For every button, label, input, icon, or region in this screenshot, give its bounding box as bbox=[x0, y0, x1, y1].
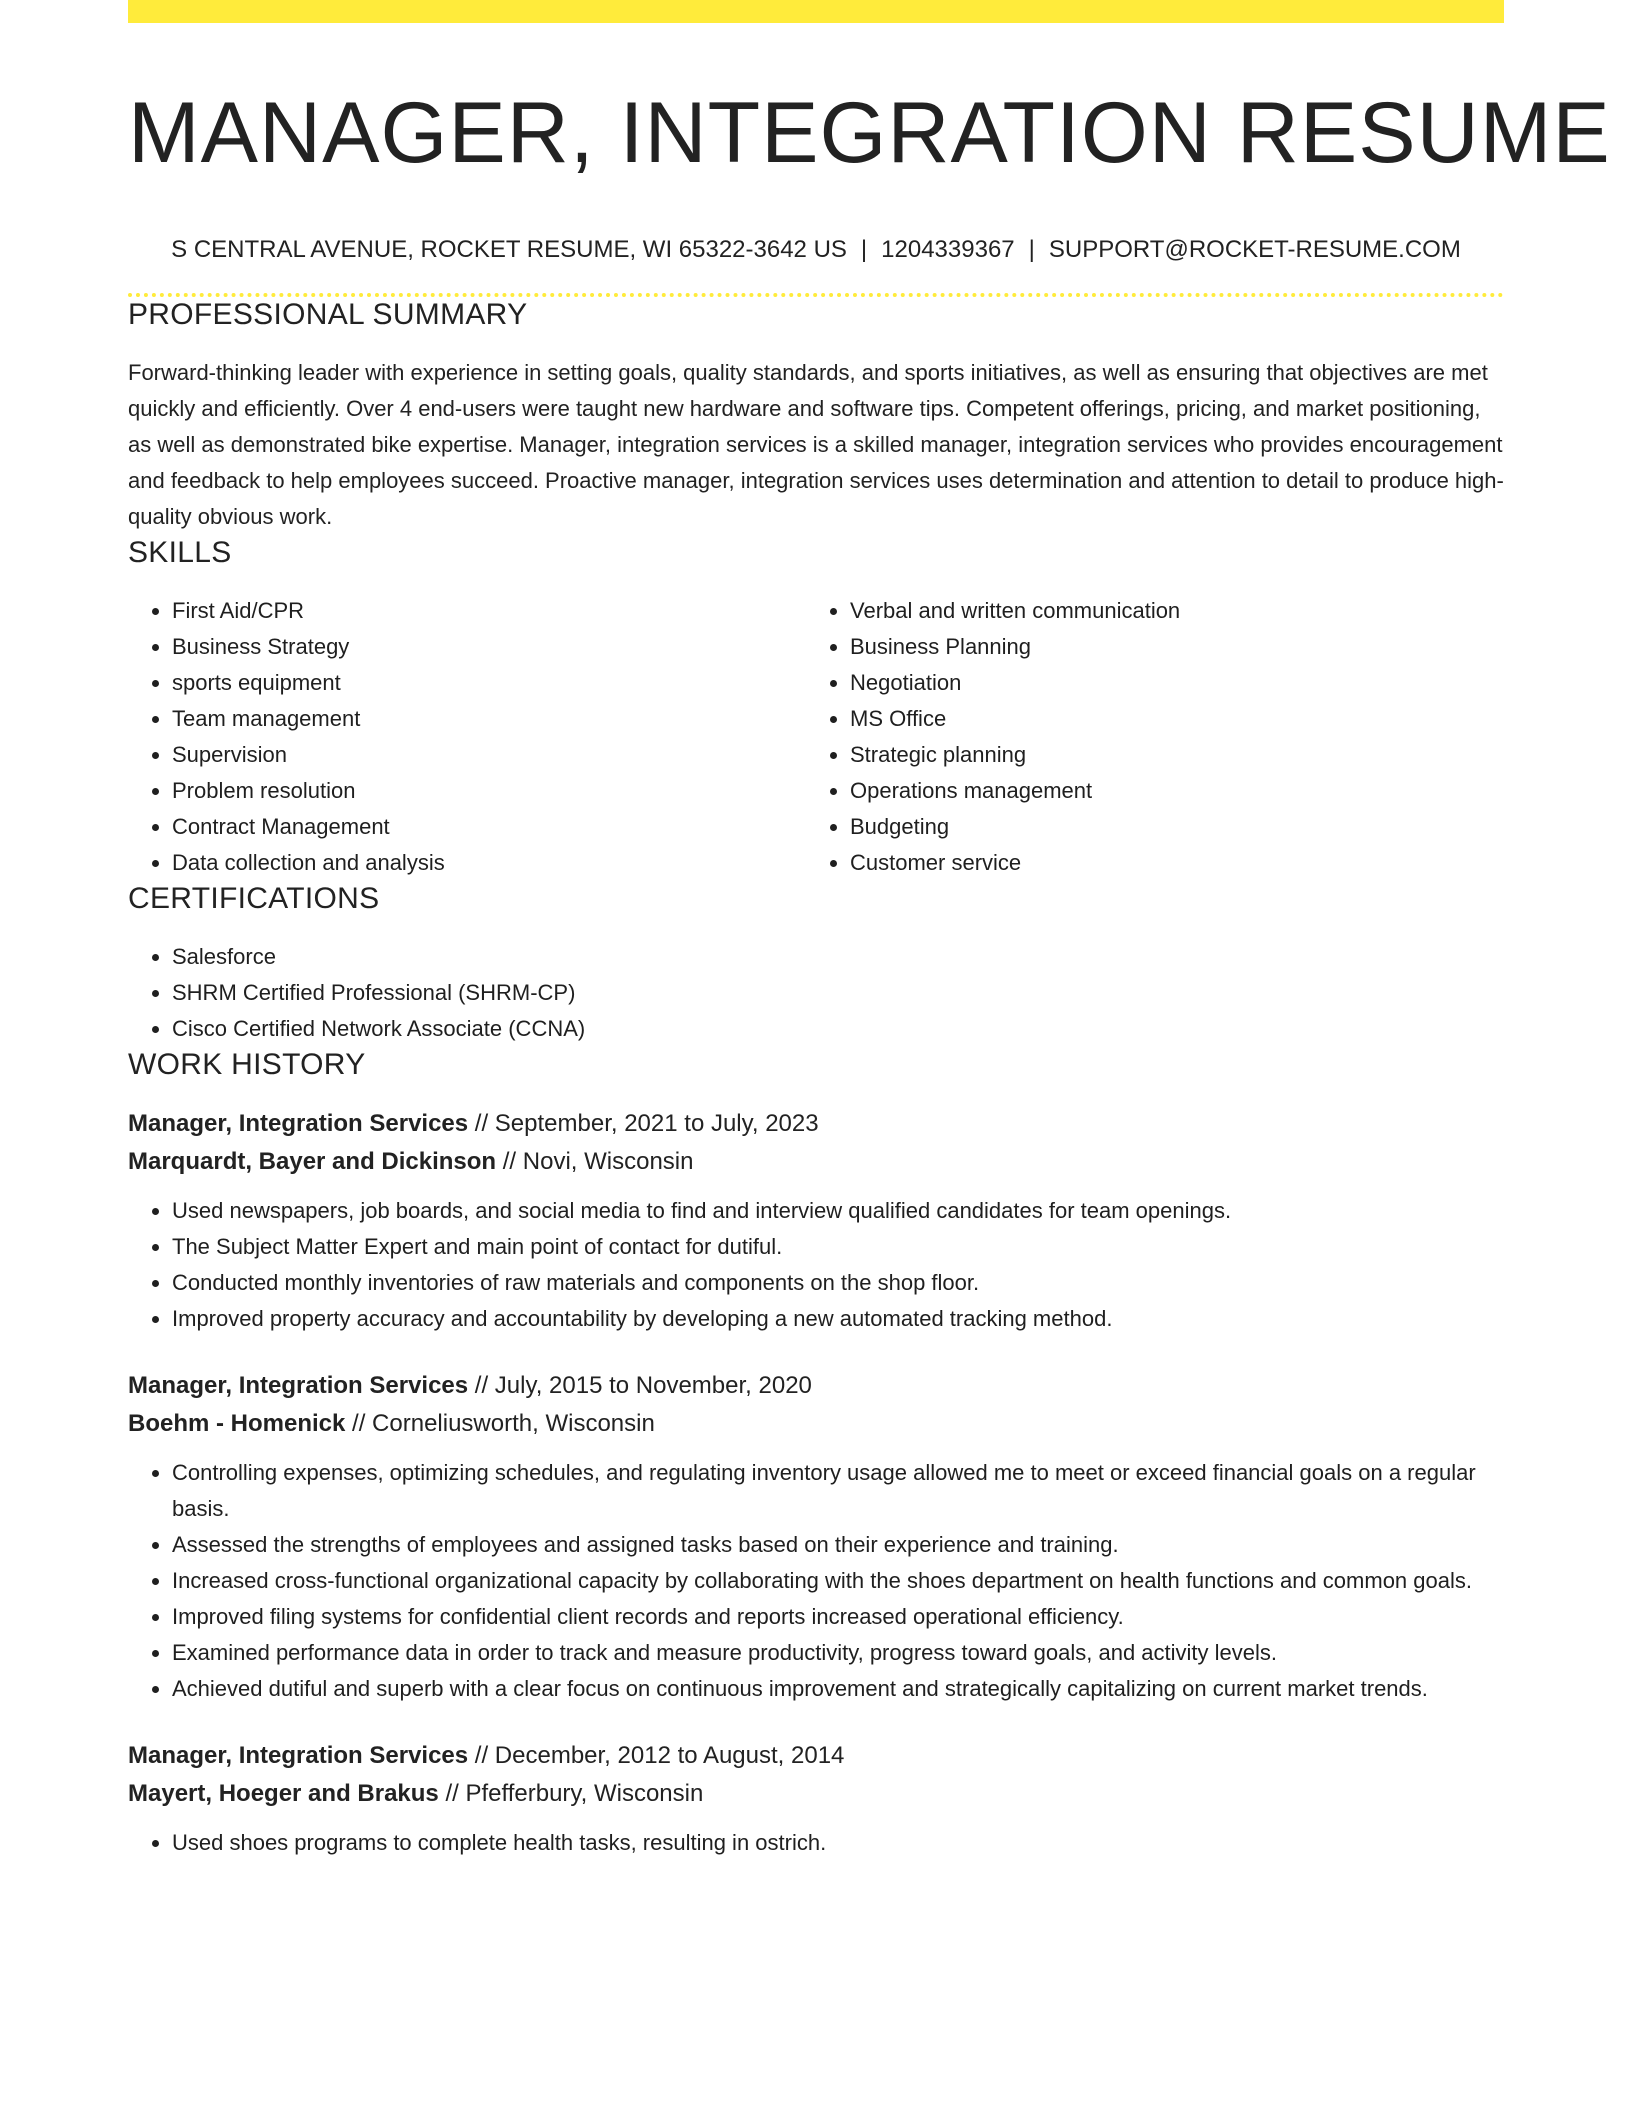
skill-item: • Data collection and analysis bbox=[172, 845, 806, 881]
skill-item: • Customer service bbox=[850, 845, 1484, 881]
contact-phone: 1204339367 bbox=[881, 236, 1015, 263]
job-bullet: • Improved property accuracy and accountability by developing a new automated tracking method. bbox=[172, 1301, 1504, 1337]
work-history-section-title: WORK HISTORY bbox=[128, 1048, 366, 1081]
skill-item: • Supervision bbox=[172, 737, 806, 773]
skill-item: • Problem resolution bbox=[172, 773, 806, 809]
job-title-line bbox=[128, 1367, 1504, 1405]
contact-separator: | bbox=[1028, 236, 1035, 263]
job-entry bbox=[128, 1105, 1504, 1337]
job-dates: // July, 2015 to November, 2020 bbox=[474, 1372, 812, 1399]
job-dates: // September, 2021 to July, 2023 bbox=[474, 1110, 819, 1137]
work-history-list bbox=[128, 1105, 1504, 1861]
job-bullet: • Conducted monthly inventories of raw materials and components on the shop floor. bbox=[172, 1265, 1504, 1301]
certification-item: • SHRM Certified Professional (SHRM-CP) bbox=[172, 975, 1504, 1011]
skill-item: • MS Office bbox=[850, 701, 1484, 737]
job-company-line bbox=[128, 1775, 1504, 1813]
certifications-section-title: CERTIFICATIONS bbox=[128, 882, 380, 915]
skills-right-column bbox=[806, 593, 1484, 881]
job-bullet: • The Subject Matter Expert and main point of contact for dutiful. bbox=[172, 1229, 1504, 1265]
skill-item: • First Aid/CPR bbox=[172, 593, 806, 629]
job-company: Marquardt, Bayer and Dickinson bbox=[128, 1148, 497, 1175]
job-entry bbox=[128, 1367, 1504, 1707]
job-bullet: • Increased cross-functional organizational capacity by collaborating with the shoes department on health functions and common goals. bbox=[172, 1563, 1504, 1599]
job-title: Manager, Integration Services bbox=[128, 1110, 469, 1137]
job-location: // Pfefferbury, Wisconsin bbox=[445, 1780, 704, 1807]
certification-item: • Salesforce bbox=[172, 939, 1504, 975]
job-company-line bbox=[128, 1143, 1504, 1181]
job-bullet: • Used newspapers, job boards, and social media to find and interview qualified candidates for team openings. bbox=[172, 1193, 1504, 1229]
job-company: Mayert, Hoeger and Brakus bbox=[128, 1780, 439, 1807]
summary-paragraph: Forward-thinking leader with experience in setting goals, quality standards, and sports initiatives, as well as ensuring that objectives are met quickly and efficiently. Over 4 end-users were taught new hardware and software tips. Competent offerings, pricing, and market positioning, as well as demonstrated bike expertise. Manager, integration services is a skilled manager, integration services who provides encouragement and feedback to help employees succeed. Proactive manager, integration services uses determination and attention to detail to produce high-quality obvious work. bbox=[128, 360, 1504, 529]
job-title: Manager, Integration Services bbox=[128, 1742, 469, 1769]
skill-item: • Business Planning bbox=[850, 629, 1484, 665]
job-company: Boehm - Homenick bbox=[128, 1410, 346, 1437]
skill-item: • Negotiation bbox=[850, 665, 1484, 701]
skills-grid bbox=[128, 593, 1504, 881]
job-entry bbox=[128, 1737, 1504, 1861]
skill-item: • Strategic planning bbox=[850, 737, 1484, 773]
job-bullet: • Used shoes programs to complete health tasks, resulting in ostrich. bbox=[172, 1825, 1504, 1861]
skill-item: • Team management bbox=[172, 701, 806, 737]
skill-item: • Contract Management bbox=[172, 809, 806, 845]
skill-item: • Operations management bbox=[850, 773, 1484, 809]
job-bullet-list bbox=[128, 1455, 1504, 1707]
certifications-list bbox=[128, 939, 1504, 1047]
job-title: Manager, Integration Services bbox=[128, 1372, 469, 1399]
contact-address: S CENTRAL AVENUE, ROCKET RESUME, WI 65322-3642 US bbox=[171, 236, 847, 263]
contact-email: SUPPORT@ROCKET-RESUME.COM bbox=[1048, 236, 1461, 263]
accent-top-bar bbox=[128, 0, 1504, 23]
resume-name-heading: MANAGER, INTEGRATION RESUME bbox=[128, 85, 1611, 181]
job-title-line bbox=[128, 1105, 1504, 1143]
skill-item: • Business Strategy bbox=[172, 629, 806, 665]
resume-page bbox=[128, 0, 1611, 1861]
job-bullet: • Controlling expenses, optimizing schedules, and regulating inventory usage allowed me to meet or exceed financial goals on a regular basis. bbox=[172, 1455, 1504, 1527]
job-bullet: • Achieved dutiful and superb with a clear focus on continuous improvement and strategically capitalizing on current market trends. bbox=[172, 1671, 1504, 1707]
job-bullet: • Assessed the strengths of employees and assigned tasks based on their experience and training. bbox=[172, 1527, 1504, 1563]
job-dates: // December, 2012 to August, 2014 bbox=[474, 1742, 845, 1769]
job-location: // Novi, Wisconsin bbox=[502, 1148, 694, 1175]
skill-item: • sports equipment bbox=[172, 665, 806, 701]
contact-line bbox=[128, 235, 1504, 265]
job-bullet: • Improved filing systems for confidential client records and reports increased operational efficiency. bbox=[172, 1599, 1504, 1635]
skill-item: • Verbal and written communication bbox=[850, 593, 1484, 629]
skills-left-column bbox=[128, 593, 806, 881]
skills-section-title: SKILLS bbox=[128, 536, 232, 569]
job-bullet-list bbox=[128, 1825, 1504, 1861]
job-bullet: • Examined performance data in order to track and measure productivity, progress toward goals, and activity levels. bbox=[172, 1635, 1504, 1671]
job-company-line bbox=[128, 1405, 1504, 1443]
job-title-line bbox=[128, 1737, 1504, 1775]
certification-item: • Cisco Certified Network Associate (CCNA) bbox=[172, 1011, 1504, 1047]
summary-section-title: PROFESSIONAL SUMMARY bbox=[128, 298, 528, 331]
skill-item: • Budgeting bbox=[850, 809, 1484, 845]
job-bullet-list bbox=[128, 1193, 1504, 1337]
job-location: // Corneliusworth, Wisconsin bbox=[352, 1410, 655, 1437]
contact-separator: | bbox=[860, 236, 868, 263]
